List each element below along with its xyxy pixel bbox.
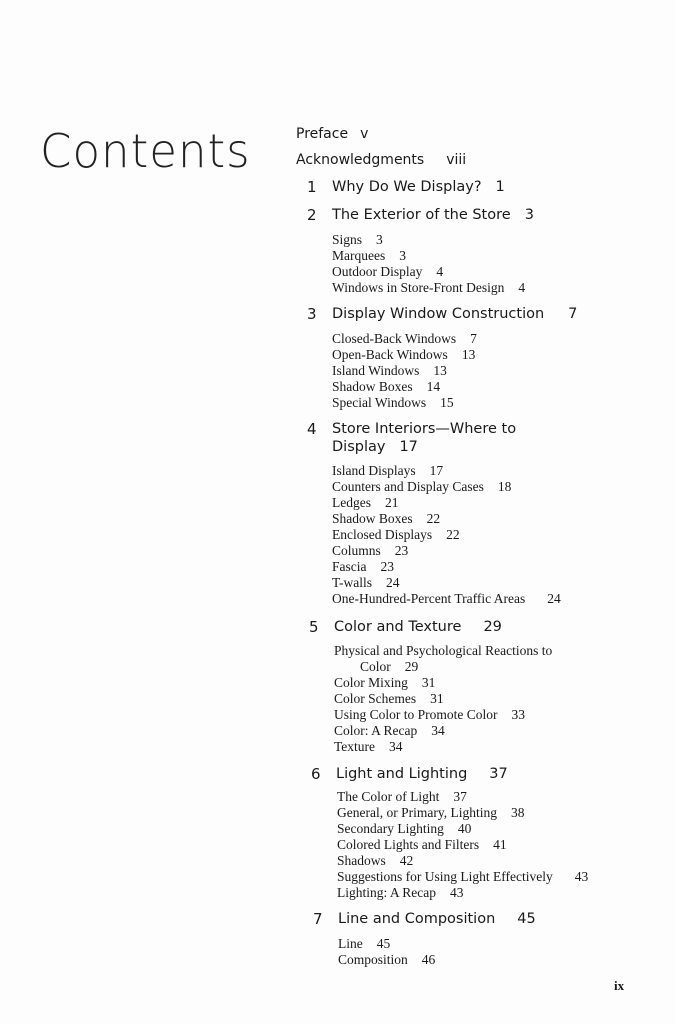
section-title: Texture [334,739,376,754]
section-entry[interactable] [334,675,435,691]
section-title: Special Windows [332,395,427,410]
section-page: 37 [453,789,467,804]
section-page: 15 [440,395,454,410]
section-entry[interactable] [334,707,525,723]
section-entry[interactable] [332,527,460,543]
section-entry[interactable] [332,363,447,379]
chapter-number: 6 [311,765,321,783]
toc-entry-preface[interactable] [296,126,368,142]
chapter-title-7[interactable] [338,911,536,927]
section-entry[interactable] [332,575,400,591]
section-entry-continued[interactable] [360,659,418,675]
page-title: Contents [40,124,251,178]
section-entry[interactable] [332,463,443,479]
section-entry[interactable] [332,543,408,559]
chapter-title-text: Light and Lighting [336,766,468,782]
section-title: Fascia [332,559,367,574]
chapter-title-text: Display Window Construction [332,306,545,322]
page-number: ix [614,978,625,993]
section-page: 46 [421,952,436,967]
section-title: Island Windows [332,363,420,378]
chapter-title-5[interactable] [334,619,502,635]
section-title: Counters and Display Cases [332,479,484,494]
toc-entry-acknowledgments[interactable] [296,152,466,168]
section-page: 23 [380,559,394,574]
chapter-number: 4 [307,420,317,438]
section-title: Colored Lights and Filters [337,837,480,852]
section-title: Color Schemes [334,691,417,706]
section-entry[interactable] [334,691,444,707]
section-page: 4 [436,264,444,279]
toc-entry-title: Acknowledgments [296,152,425,168]
section-entry[interactable] [334,643,552,659]
section-page: 24 [386,575,400,590]
section-entry[interactable] [337,869,588,885]
section-entry[interactable] [332,559,394,575]
section-page: 42 [399,853,414,868]
section-entry[interactable] [337,805,524,821]
section-title: Shadow Boxes [332,511,413,526]
section-title: Physical and Psychological Reactions to [334,643,553,658]
section-page: 7 [470,331,477,346]
section-page: 13 [461,347,476,362]
section-page: 3 [376,232,383,247]
chapter-number: 5 [309,618,319,636]
section-page: 33 [511,707,526,722]
section-title: Color Mixing [334,675,408,690]
section-page: 29 [404,659,419,674]
section-title: Columns [332,543,381,558]
section-title: Signs [332,232,363,247]
section-entry[interactable] [334,723,445,739]
section-entry[interactable] [332,347,475,363]
chapter-page: 29 [483,619,502,635]
chapter-title-1[interactable] [332,179,505,195]
section-title: Line [338,936,363,951]
section-title: Lighting: A Recap [337,885,436,900]
section-entry[interactable] [337,853,413,869]
chapter-page: 1 [495,179,505,195]
toc-entry-page: viii [446,152,467,168]
section-entry[interactable] [337,789,467,805]
section-page: 22 [426,511,441,526]
section-page: 40 [457,821,472,836]
section-page: 31 [421,675,436,690]
toc-entry-page: v [360,126,369,142]
chapter-title-text: The Exterior of the Store [332,207,511,223]
section-page: 38 [510,805,525,820]
section-title: General, or Primary, Lighting [337,805,497,820]
chapter-title-6[interactable] [336,766,508,782]
section-entry[interactable] [338,952,435,968]
section-title: Marquees [332,248,386,263]
section-title: Enclosed Displays [332,527,433,542]
section-title: T-walls [332,575,372,590]
toc-entry-title: Preface [296,126,349,142]
section-title: Composition [338,952,408,967]
section-title: Color [360,659,391,674]
section-entry[interactable] [338,936,390,952]
chapter-title-4-continued[interactable] [332,439,418,455]
section-page: 21 [384,495,399,510]
chapter-page: 37 [489,766,508,782]
section-page: 18 [497,479,512,494]
section-entry[interactable] [332,379,440,395]
section-title: Shadow Boxes [332,379,413,394]
section-title: One-Hundred-Percent Traffic Areas [332,591,526,606]
chapter-title-2[interactable] [332,207,534,223]
section-page: 43 [450,885,464,900]
section-page: 34 [431,723,445,738]
chapter-title-3[interactable] [332,306,577,322]
section-title: The Color of Light [337,789,440,804]
chapter-title-text: Display [332,439,386,455]
section-page: 31 [430,691,444,706]
chapter-title-text: Color and Texture [334,619,462,635]
section-page: 3 [399,248,406,263]
section-page: 23 [394,543,409,558]
chapter-number: 3 [307,305,317,323]
section-title: Outdoor Display [332,264,423,279]
section-page: 45 [376,936,391,951]
section-page: 4 [518,280,526,295]
section-title: Island Displays [332,463,416,478]
section-entry[interactable] [332,264,443,280]
section-page: 34 [389,739,403,754]
section-entry[interactable] [332,248,406,264]
chapter-title-text: Store Interiors—Where to [332,421,517,437]
section-page: 24 [547,591,561,606]
section-entry[interactable] [337,821,471,837]
section-entry[interactable] [337,837,507,853]
section-page: 13 [433,363,447,378]
chapter-title-text: Why Do We Display? [332,179,482,195]
chapter-number: 7 [313,910,323,928]
chapter-page: 3 [524,207,534,223]
section-page: 43 [574,869,589,884]
section-entry[interactable] [332,591,561,607]
section-title: Using Color to Promote Color [334,707,498,722]
chapter-title-text: Line and Composition [338,911,496,927]
section-title: Color: A Recap [334,723,418,738]
section-entry[interactable] [332,280,525,296]
section-page: 17 [429,463,444,478]
section-page: 22 [446,527,460,542]
section-page: 14 [426,379,441,394]
section-title: Ledges [332,495,371,510]
chapter-page: 17 [399,439,418,455]
section-entry[interactable] [332,395,454,411]
section-title: Open-Back Windows [332,347,448,362]
section-page: 41 [493,837,507,852]
section-entry[interactable] [332,479,511,495]
section-title: Closed-Back Windows [332,331,457,346]
section-title: Suggestions for Using Light Effectively [337,869,553,884]
chapter-page: 7 [568,306,578,322]
section-entry[interactable] [332,232,383,248]
chapter-number: 2 [307,206,317,224]
section-entry[interactable] [332,495,398,511]
section-title: Secondary Lighting [337,821,444,836]
chapter-title-4[interactable] [332,421,516,437]
chapter-page: 45 [517,911,536,927]
section-entry[interactable] [334,739,403,755]
section-title: Shadows [337,853,386,868]
section-entry[interactable] [332,511,440,527]
section-entry[interactable] [332,331,477,347]
section-entry[interactable] [337,885,464,901]
chapter-number: 1 [307,178,317,196]
section-title: Windows in Store-Front Design [332,280,505,295]
